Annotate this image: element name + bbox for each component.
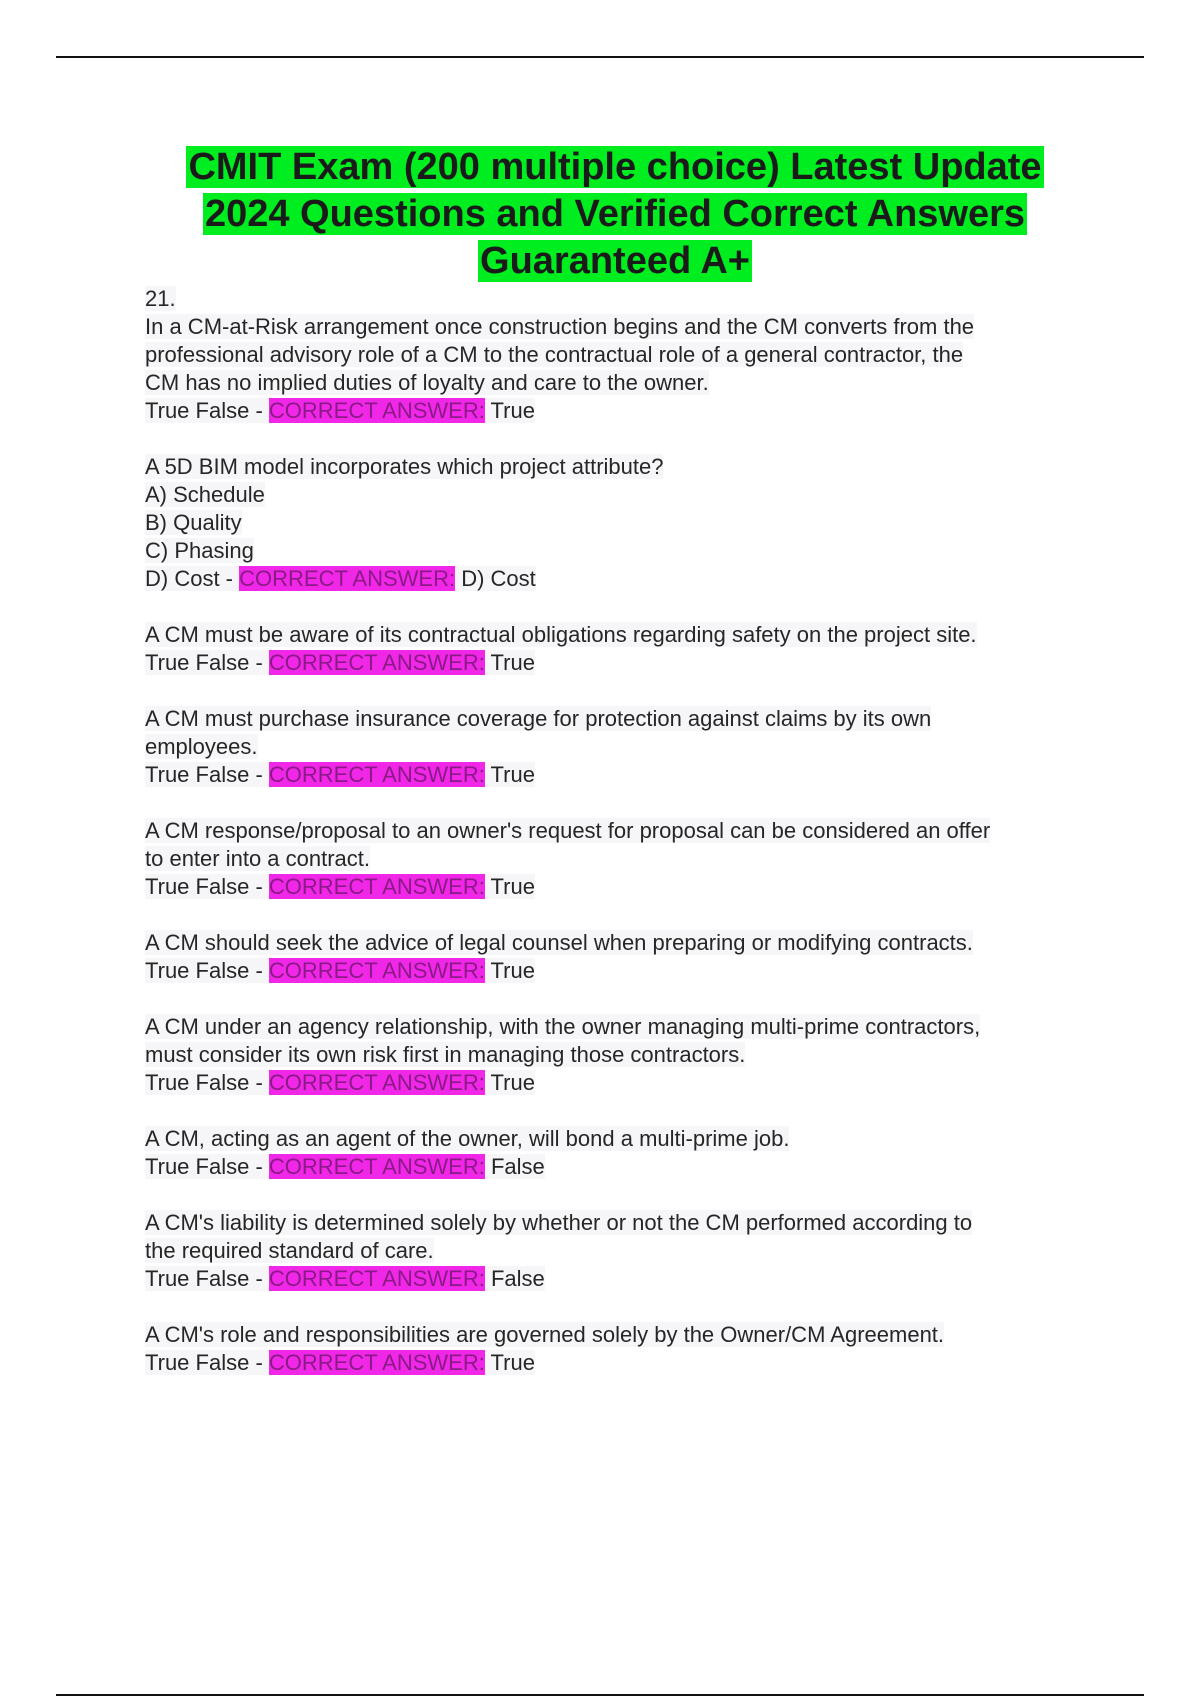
- question-block: [145, 1125, 1095, 1181]
- answer-options: D) Cost -: [145, 566, 240, 591]
- correct-answer-value: False: [484, 1154, 545, 1179]
- question-text-line: [145, 313, 1095, 341]
- question-block: [145, 1013, 1095, 1097]
- question-text-line: [145, 341, 1095, 369]
- question-text: A CM should seek the advice of legal counsel when preparing or modifying contracts.: [145, 930, 973, 955]
- question-text-line: [145, 509, 1095, 537]
- question-text: A CM must be aware of its contractual obligations regarding safety on the project site.: [145, 622, 977, 647]
- question-text: A CM must purchase insurance coverage for protection against claims by its own: [145, 706, 932, 731]
- correct-answer-label: CORRECT ANSWER:: [268, 762, 485, 787]
- correct-answer-value: True: [484, 958, 535, 983]
- question-text: must consider its own risk first in managing those contractors.: [145, 1042, 746, 1067]
- correct-answer-label: CORRECT ANSWER:: [268, 874, 485, 899]
- question-text-line: [145, 1013, 1095, 1041]
- answer-line: [145, 1153, 1095, 1181]
- question-text-line: [145, 1125, 1095, 1153]
- question-block: [145, 621, 1095, 677]
- correct-answer-label: CORRECT ANSWER:: [268, 1350, 485, 1375]
- correct-answer-label: CORRECT ANSWER:: [268, 650, 485, 675]
- answer-line: [145, 1069, 1095, 1097]
- correct-answer-value: True: [484, 650, 535, 675]
- question-text: professional advisory role of a CM to the contractual role of a general contractor, the: [145, 342, 964, 367]
- question-block: [145, 705, 1095, 789]
- question-text-line: [145, 705, 1095, 733]
- question-text-line: [145, 1209, 1095, 1237]
- question-block: [145, 1321, 1095, 1377]
- question-text: A CM under an agency relationship, with the owner managing multi-prime contractors,: [145, 1014, 981, 1039]
- question-text: A CM response/proposal to an owner's request for proposal can be considered an offer: [145, 818, 991, 843]
- question-text: to enter into a contract.: [145, 846, 371, 871]
- question-text-line: [145, 845, 1095, 873]
- question-text-line: [145, 453, 1095, 481]
- question-text-line: [145, 481, 1095, 509]
- correct-answer-label: CORRECT ANSWER:: [239, 566, 456, 591]
- answer-options: True False -: [145, 650, 269, 675]
- answer-line: [145, 397, 1095, 425]
- question-text-line: [145, 369, 1095, 397]
- correct-answer-value: True: [484, 1350, 535, 1375]
- question-block: [145, 453, 1095, 593]
- question-text: A CM's liability is determined solely by whether or not the CM performed according to: [145, 1210, 973, 1235]
- correct-answer-label: CORRECT ANSWER:: [268, 958, 485, 983]
- question-text: B) Quality: [145, 510, 242, 535]
- answer-line: [145, 761, 1095, 789]
- question-block: [145, 1209, 1095, 1293]
- answer-options: True False -: [145, 1266, 269, 1291]
- question-text-line: [145, 537, 1095, 565]
- answer-line: [145, 1349, 1095, 1377]
- answer-options: True False -: [145, 1350, 269, 1375]
- correct-answer-value: True: [484, 874, 535, 899]
- question-text-line: [145, 285, 1095, 313]
- question-text-line: [145, 621, 1095, 649]
- correct-answer-value: D) Cost: [455, 566, 536, 591]
- question-text: employees.: [145, 734, 258, 759]
- correct-answer-value: True: [484, 398, 535, 423]
- answer-options: True False -: [145, 958, 269, 983]
- question-text: In a CM-at-Risk arrangement once construction begins and the CM converts from the: [145, 314, 975, 339]
- title-line: CMIT Exam (200 multiple choice) Latest Update: [188, 146, 1042, 188]
- question-text-line: [145, 817, 1095, 845]
- question-text-line: [145, 929, 1095, 957]
- question-text-line: [145, 1321, 1095, 1349]
- question-text: the required standard of care.: [145, 1238, 434, 1263]
- answer-options: True False -: [145, 1070, 269, 1095]
- answer-line: [145, 649, 1095, 677]
- correct-answer-label: CORRECT ANSWER:: [268, 398, 485, 423]
- question-text-line: [145, 1237, 1095, 1265]
- question-text: 21.: [145, 286, 176, 311]
- bottom-rule: [56, 1694, 1144, 1696]
- question-text: C) Phasing: [145, 538, 254, 563]
- answer-line: [145, 1265, 1095, 1293]
- document-title: [150, 144, 1080, 285]
- question-block: [145, 929, 1095, 985]
- correct-answer-label: CORRECT ANSWER:: [268, 1154, 485, 1179]
- question-text: CM has no implied duties of loyalty and care to the owner.: [145, 370, 709, 395]
- question-text: A 5D BIM model incorporates which project attribute?: [145, 454, 664, 479]
- question-text-line: [145, 1041, 1095, 1069]
- question-list: [145, 285, 1095, 1405]
- title-line: Guaranteed A+: [480, 240, 750, 282]
- answer-line: [145, 873, 1095, 901]
- answer-options: True False -: [145, 398, 269, 423]
- question-text-line: [145, 733, 1095, 761]
- question-text: A) Schedule: [145, 482, 265, 507]
- top-rule: [56, 56, 1144, 58]
- answer-line: [145, 565, 1095, 593]
- question-text: A CM's role and responsibilities are governed solely by the Owner/CM Agreement.: [145, 1322, 945, 1347]
- correct-answer-value: True: [484, 762, 535, 787]
- answer-options: True False -: [145, 762, 269, 787]
- question-block: [145, 817, 1095, 901]
- question-text: A CM, acting as an agent of the owner, will bond a multi-prime job.: [145, 1126, 790, 1151]
- answer-options: True False -: [145, 874, 269, 899]
- correct-answer-label: CORRECT ANSWER:: [268, 1266, 485, 1291]
- answer-options: True False -: [145, 1154, 269, 1179]
- correct-answer-value: False: [484, 1266, 545, 1291]
- question-block: [145, 285, 1095, 425]
- correct-answer-label: CORRECT ANSWER:: [268, 1070, 485, 1095]
- correct-answer-value: True: [484, 1070, 535, 1095]
- title-line: 2024 Questions and Verified Correct Answers: [204, 193, 1026, 235]
- answer-line: [145, 957, 1095, 985]
